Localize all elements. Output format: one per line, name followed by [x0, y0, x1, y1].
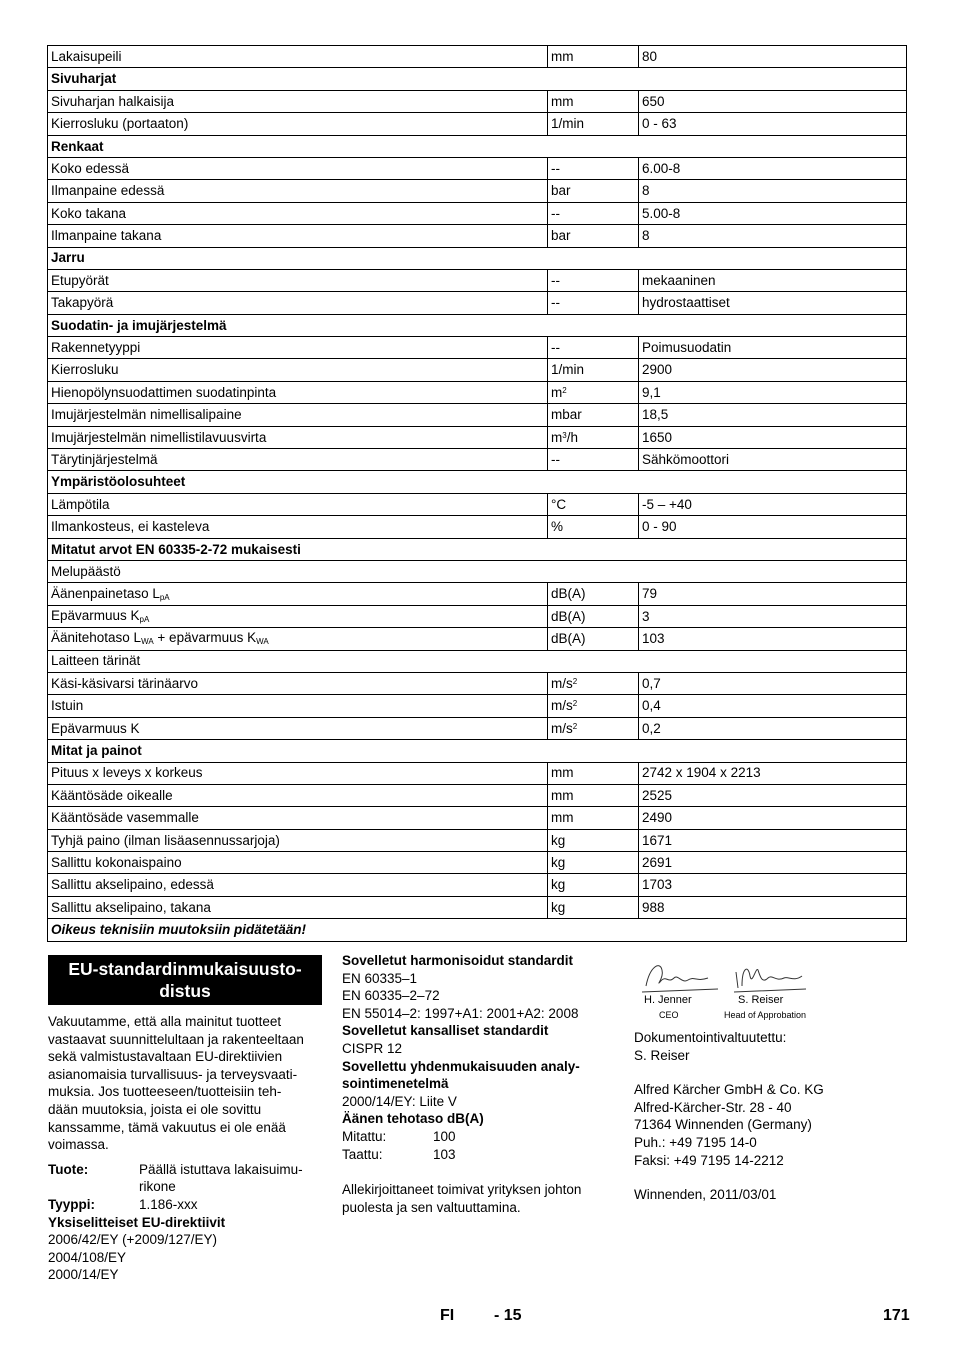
company-phone: Puh.: +49 7195 14-0 [634, 1134, 757, 1150]
spec-section-row [48, 314, 907, 336]
spec-label [48, 426, 548, 448]
spec-label [48, 225, 548, 247]
spec-value: 0 - 90 [639, 516, 907, 538]
spec-row [48, 583, 907, 605]
spec-value: 2742 x 1904 x 2213 [639, 762, 907, 784]
spec-value: 650 [639, 90, 907, 112]
spec-value: 5.00-8 [639, 202, 907, 224]
spec-unit [548, 852, 639, 874]
spec-label-text: Hienopölynsuodattimen suodatinpinta [51, 384, 277, 400]
spec-label [48, 493, 548, 515]
spec-unit [548, 337, 639, 359]
spec-unit-text: mm [551, 765, 574, 781]
spec-unit-text: m/s [551, 675, 573, 691]
spec-unit [548, 493, 639, 515]
spec-label-text: Tyhjä paino (ilman lisäasennussarjoja) [51, 832, 280, 848]
spec-label-text: Lakaisupeili [51, 48, 122, 64]
spec-row [48, 426, 907, 448]
spec-value: 9,1 [639, 381, 907, 403]
spec-row [48, 449, 907, 471]
spec-row [48, 46, 907, 68]
spec-unit [548, 359, 639, 381]
spec-label-text: Koko takana [51, 205, 127, 221]
place-date: Winnenden, 2011/03/01 [634, 1187, 777, 1203]
spec-unit-text: kg [551, 877, 566, 893]
spec-value: 0 - 63 [639, 113, 907, 135]
spec-unit [548, 672, 639, 694]
spec-unit [548, 583, 639, 605]
spec-label-text: Istuin [51, 698, 84, 714]
spec-row [48, 605, 907, 627]
spec-value: Poimusuodatin [639, 337, 907, 359]
spec-label-text: Epävarmuus K [51, 607, 140, 623]
spec-section-title: Renkaat [48, 135, 907, 157]
spec-row [48, 516, 907, 538]
spec-label [48, 157, 548, 179]
national-standards-title: Sovelletut kansalliset standardit [342, 1023, 549, 1039]
spec-label [48, 516, 548, 538]
directive-item: 2004/108/EY [48, 1249, 127, 1265]
spec-unit-text: kg [551, 855, 566, 870]
type-field: Tyyppi: 1.186-xxx [48, 1196, 198, 1212]
spec-value: Sähkömoottori [639, 449, 907, 471]
spec-row [48, 381, 907, 403]
footer-language: FI [440, 1307, 455, 1324]
spec-unit-tail: /h [566, 429, 578, 445]
spec-unit-text: m/s [551, 720, 573, 736]
spec-label [48, 628, 548, 650]
spec-unit-text: kg [551, 899, 566, 915]
spec-label-text: Rakennetyyppi [51, 340, 141, 356]
spec-unit-text: 1/min [551, 116, 585, 132]
spec-row [48, 807, 907, 829]
spec-value: 6.00-8 [639, 157, 907, 179]
spec-row [48, 493, 907, 515]
spec-row [48, 337, 907, 359]
spec-unit-text: m/s [551, 698, 573, 714]
spec-row [48, 180, 907, 202]
spec-unit [548, 784, 639, 806]
spec-unit-text: dB(A) [551, 608, 586, 624]
spec-row [48, 359, 907, 381]
spec-value: 3 [639, 605, 907, 627]
spec-label-text: Sivuharjan halkaisija [51, 93, 175, 109]
spec-unit [548, 762, 639, 784]
spec-unit [548, 829, 639, 851]
spec-value: hydrostaattiset [639, 292, 907, 314]
spec-row [48, 672, 907, 694]
spec-label [48, 852, 548, 874]
standard-item: EN 60335–1 [342, 970, 418, 986]
spec-value: 79 [639, 583, 907, 605]
spec-unit-text: mm [551, 93, 574, 109]
spec-unit-text: dB(A) [551, 631, 586, 647]
handwritten-signatures [638, 956, 838, 996]
spec-note: Oikeus teknisiin muutoksiin pidätetään! [48, 919, 907, 941]
spec-unit [548, 46, 639, 68]
spec-label [48, 807, 548, 829]
spec-label-text: Etupyörät [51, 272, 109, 288]
directive-item: 2000/14/EY [48, 1267, 119, 1283]
spec-row [48, 90, 907, 112]
spec-unit [548, 426, 639, 448]
eu-declaration-column-1 [48, 955, 322, 1284]
spec-section-title: Sivuharjat [48, 68, 907, 90]
spec-label [48, 113, 548, 135]
spec-row [48, 717, 907, 739]
spec-group-title: Laitteen tärinät [48, 650, 907, 672]
spec-value: 0,4 [639, 695, 907, 717]
spec-unit [548, 449, 639, 471]
spec-row [48, 404, 907, 426]
spec-label-text: Äänitehotaso L [51, 630, 142, 646]
spec-unit [548, 628, 639, 650]
spec-label [48, 829, 548, 851]
conformity-title: Sovellettu yhdenmukaisuuden analy- sointimenetelmä [342, 1058, 580, 1092]
spec-value: 2691 [639, 852, 907, 874]
spec-unit-text: mbar [551, 407, 582, 423]
spec-label-text: Kierrosluku [51, 362, 119, 378]
spec-unit [548, 896, 639, 918]
spec-row [48, 829, 907, 851]
spec-label [48, 269, 548, 291]
spec-value: 0,2 [639, 717, 907, 739]
product-field: Tuote: Päällä istuttava lakaisuimu- rikone [48, 1161, 303, 1195]
spec-row [48, 784, 907, 806]
spec-section-row [48, 68, 907, 90]
standard-item: EN 55014–2: 1997+A1: 2001+A2: 2008 [342, 1005, 579, 1021]
spec-label-text: Ilmankosteus, ei kasteleva [51, 519, 210, 535]
spec-label-subscript: WA [141, 637, 154, 647]
spec-label [48, 605, 548, 627]
spec-label-text: Sallittu akselipaino, edessä [51, 877, 214, 893]
declaration-intro: Vakuutamme, että alla mainitut tuotteet vastaavat suunnittelultaan ja rakenteeltaan sekä valmistustavaltaan EU-direktiivien asianomaisia turvallisuus- ja terveysvaati- muksia. Jos tuotteeseen/tuotteisiin teh- dään muutoksia, joista ei ole sovittu kanssamme, tämä vakuutus ei ole enää voimassa. [48, 1014, 304, 1153]
spec-unit-text: mm [551, 810, 574, 826]
spec-section-row [48, 471, 907, 493]
spec-row [48, 695, 907, 717]
spec-row [48, 874, 907, 896]
eu-declaration-heading: EU-standardinmukaisuusto- distus [48, 955, 322, 1005]
spec-value: 80 [639, 46, 907, 68]
spec-value: 0,7 [639, 672, 907, 694]
spec-label [48, 337, 548, 359]
spec-section-title: Mitat ja painot [48, 740, 907, 762]
spec-unit [548, 90, 639, 112]
spec-label-text: Sallittu kokonaispaino [51, 855, 182, 870]
spec-label [48, 583, 548, 605]
spec-label [48, 292, 548, 314]
spec-label [48, 762, 548, 784]
spec-unit-text: 1/min [551, 362, 585, 378]
spec-label [48, 717, 548, 739]
company-street: Alfred-Kärcher-Str. 28 - 40 [634, 1099, 792, 1115]
spec-label [48, 896, 548, 918]
spec-row [48, 628, 907, 650]
spec-label-subscript: pA [159, 592, 170, 602]
measured-field: Mitattu: 100 [342, 1128, 456, 1144]
footer-page-number: 171 [883, 1307, 910, 1324]
spec-label [48, 874, 548, 896]
spec-section-title: Ympäristöolosuhteet [48, 471, 907, 493]
footer-local-page: - 15 [494, 1307, 522, 1324]
spec-section-row [48, 538, 907, 560]
signature-block [634, 956, 914, 1026]
spec-label-text: Kääntösäde vasemmalle [51, 810, 199, 826]
spec-value: -5 – +40 [639, 493, 907, 515]
spec-unit [548, 180, 639, 202]
spec-row [48, 157, 907, 179]
standard-item: CISPR 12 [342, 1040, 403, 1056]
spec-label-tail-subscript: WA [256, 637, 269, 647]
spec-label-text: Käsi-käsivarsi tärinäarvo [51, 675, 199, 691]
spec-section-row [48, 247, 907, 269]
spec-unit-superscript: 2 [572, 676, 578, 686]
spec-unit-text: % [551, 519, 564, 535]
spec-row [48, 113, 907, 135]
sound-power-title: Äänen tehotaso dB(A) [342, 1111, 484, 1127]
spec-label-tail: + epävarmuus K [153, 630, 257, 646]
spec-section-title: Suodatin- ja imujärjestelmä [48, 314, 907, 336]
spec-label-text: Ilmanpaine edessä [51, 183, 165, 199]
spec-unit [548, 225, 639, 247]
spec-unit [548, 717, 639, 739]
spec-label-subscript: pA [139, 614, 150, 624]
signer1-role: CEO [659, 1010, 679, 1020]
doc-authorised-label: Dokumentointivaltuutettu: [634, 1030, 787, 1045]
spec-row [48, 896, 907, 918]
spec-unit [548, 202, 639, 224]
spec-unit-superscript: 2 [572, 699, 578, 709]
spec-label [48, 449, 548, 471]
spec-label-text: Imujärjestelmän nimellistilavuusvirta [51, 429, 267, 445]
spec-section-row [48, 135, 907, 157]
standard-item: EN 60335–2–72 [342, 988, 440, 1004]
spec-unit [548, 695, 639, 717]
spec-row [48, 269, 907, 291]
spec-value: 8 [639, 225, 907, 247]
signer2-role: Head of Approbation [724, 1010, 807, 1020]
spec-row [48, 292, 907, 314]
spec-label-text: Tärytinjärjestelmä [51, 451, 158, 467]
spec-label-text: Kääntösäde oikealle [51, 787, 173, 803]
spec-value: 103 [639, 628, 907, 650]
spec-label [48, 784, 548, 806]
directives-title: Yksiselitteiset EU-direktiivit [48, 1214, 226, 1230]
spec-unit [548, 113, 639, 135]
spec-label-text: Lämpötila [51, 496, 110, 512]
signer1-name: H. Jenner [644, 994, 692, 1006]
spec-label-text: Takapyörä [51, 295, 114, 311]
spec-unit [548, 807, 639, 829]
spec-unit-text: bar [551, 228, 571, 244]
spec-label-text: Ilmanpaine takana [51, 228, 162, 244]
doc-authorised-name: S. Reiser [634, 1047, 690, 1063]
spec-label [48, 359, 548, 381]
spec-label [48, 672, 548, 694]
spec-unit [548, 157, 639, 179]
spec-label [48, 180, 548, 202]
spec-unit-superscript: 2 [562, 385, 567, 395]
spec-unit-text: mm [551, 48, 574, 64]
technical-data-table [47, 45, 907, 942]
company-city: 71364 Winnenden (Germany) [634, 1117, 812, 1133]
spec-value: 2525 [639, 784, 907, 806]
spec-unit [548, 404, 639, 426]
spec-value: 1650 [639, 426, 907, 448]
eu-declaration-column-2 [342, 952, 612, 1216]
spec-unit-text: °C [551, 496, 567, 512]
spec-unit-text: kg [551, 832, 566, 848]
spec-unit-text: -- [551, 205, 560, 221]
guaranteed-field: Taattu: 103 [342, 1146, 456, 1162]
spec-label [48, 202, 548, 224]
conformity-value: 2000/14/EY: Liite V [342, 1093, 457, 1109]
spec-unit-text: -- [551, 272, 560, 288]
spec-value: 18,5 [639, 404, 907, 426]
spec-row [48, 762, 907, 784]
spec-group-title: Melupäästö [48, 560, 907, 582]
spec-section-row [48, 740, 907, 762]
spec-row [48, 202, 907, 224]
spec-label-text: Äänenpainetaso L [51, 585, 160, 601]
spec-unit-text: -- [551, 295, 560, 311]
spec-label-text: Kierrosluku (portaaton) [51, 116, 189, 132]
spec-label [48, 46, 548, 68]
spec-unit-text: mm [551, 787, 574, 803]
spec-value: 2900 [639, 359, 907, 381]
spec-row [48, 225, 907, 247]
spec-unit-text: m [551, 384, 563, 400]
spec-value: 1671 [639, 829, 907, 851]
spec-unit-superscript: 3 [562, 430, 567, 440]
spec-unit [548, 381, 639, 403]
spec-section-row [48, 650, 907, 672]
spec-unit [548, 269, 639, 291]
spec-label-text: Sallittu akselipaino, takana [51, 899, 211, 915]
spec-section-title: Jarru [48, 247, 907, 269]
spec-value: 988 [639, 896, 907, 918]
spec-section-row [48, 560, 907, 582]
spec-unit-text: m [551, 429, 563, 445]
spec-section-title: Mitatut arvot EN 60335-2-72 mukaisesti [48, 538, 907, 560]
spec-label-text: Imujärjestelmän nimellisalipaine [51, 407, 242, 423]
spec-row [48, 852, 907, 874]
spec-label-text: Koko edessä [51, 160, 130, 176]
spec-label-text: Epävarmuus K [51, 720, 140, 736]
spec-value: mekaaninen [639, 269, 907, 291]
spec-value: 8 [639, 180, 907, 202]
spec-label [48, 381, 548, 403]
eu-declaration-column-3 [634, 956, 914, 1204]
spec-unit [548, 292, 639, 314]
company-name: Alfred Kärcher GmbH & Co. KG [634, 1082, 824, 1098]
directive-item: 2006/42/EY (+2009/127/EY) [48, 1232, 218, 1248]
spec-unit-superscript: 2 [572, 721, 578, 731]
signers-note: Allekirjoittaneet toimivat yrityksen johton puolesta ja sen valtuuttamina. [342, 1182, 582, 1215]
spec-unit-text: dB(A) [551, 586, 586, 602]
spec-unit [548, 605, 639, 627]
spec-value: 1703 [639, 874, 907, 896]
spec-unit-text: bar [551, 183, 571, 199]
spec-unit [548, 874, 639, 896]
spec-unit-text: -- [551, 160, 560, 176]
signer2-name: S. Reiser [738, 994, 784, 1006]
spec-label [48, 695, 548, 717]
spec-unit-text: -- [551, 340, 560, 356]
spec-note-row [48, 919, 907, 941]
spec-value: 2490 [639, 807, 907, 829]
spec-label-text: Pituus x leveys x korkeus [51, 765, 203, 781]
spec-unit-text: -- [551, 451, 560, 467]
spec-unit [548, 516, 639, 538]
company-fax: Faksi: +49 7195 14-2212 [634, 1152, 784, 1168]
harmonised-standards-title: Sovelletut harmonisoidut standardit [342, 953, 574, 968]
spec-label [48, 404, 548, 426]
spec-label [48, 90, 548, 112]
